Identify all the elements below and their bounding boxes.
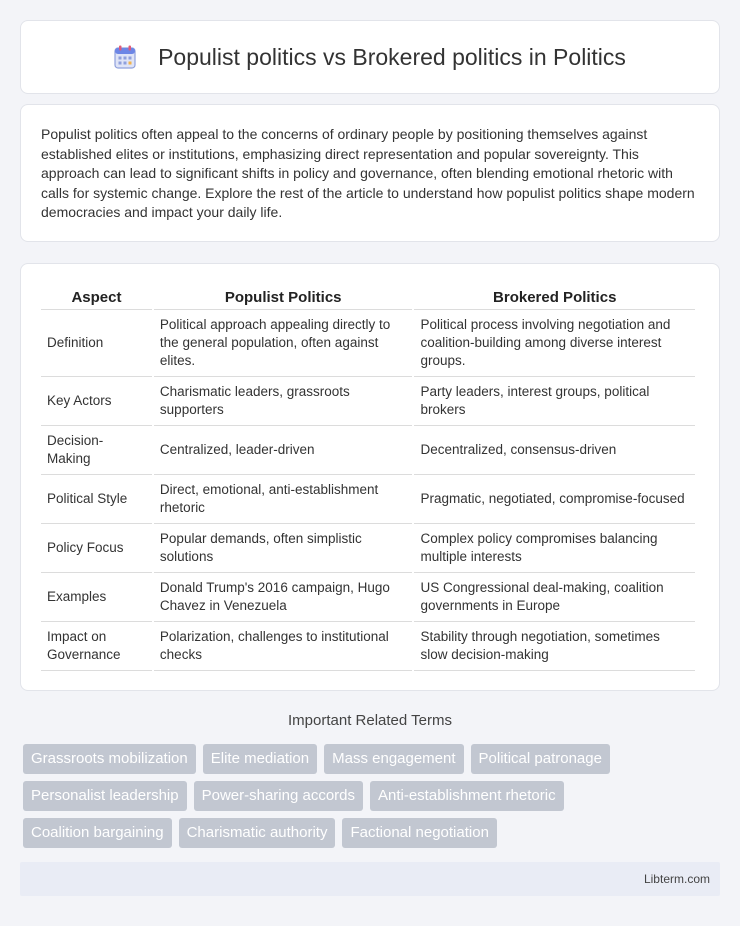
tag-personalist-leadership[interactable]: Personalist leadership [23,781,187,811]
header-populist: Populist Politics [154,284,413,310]
table-header-row [41,284,695,310]
tag-row [23,744,723,774]
tag-factional-negotiation[interactable]: Factional negotiation [342,818,496,848]
cell-aspect: Definition [41,310,152,377]
cell-brokered: Party leaders, interest groups, political brokers [414,377,695,426]
cell-brokered: Pragmatic, negotiated, compromise-focused [414,475,695,524]
cell-populist: Centralized, leader-driven [154,426,413,475]
footer [20,862,720,896]
tag-grassroots-mobilization[interactable]: Grassroots mobilization [23,744,196,774]
related-terms-title: Important Related Terms [288,712,452,729]
tag-row [23,781,723,811]
table-row [41,426,695,475]
cell-populist: Charismatic leaders, grassroots supporters [154,377,413,426]
cell-brokered: US Congressional deal-making, coalition governments in Europe [414,573,695,622]
cell-aspect: Examples [41,573,152,622]
footer-site-link[interactable]: Libterm.com [643,872,710,886]
cell-brokered: Complex policy compromises balancing multiple interests [414,524,695,573]
table-row [41,475,695,524]
page-title: Populist politics vs Brokered politics in Politics [158,43,626,70]
cell-populist: Popular demands, often simplistic solutions [154,524,413,573]
intro-text: Populist politics often appeal to the concerns of ordinary people by positioning themselves against established elites or institutions, emphasizing direct representation and popular sovereignty. This approach can lead to significant shifts in policy and governance, often blending emotional rhetoric with calls for systemic change. Explore the rest of the article to understand how populist politics shape modern democracies and impact your daily life. [41,126,695,220]
table-row [41,524,695,573]
title-card [20,20,720,94]
cell-aspect: Key Actors [41,377,152,426]
tag-elite-mediation[interactable]: Elite mediation [203,744,317,774]
comparison-table-card [20,263,720,691]
cell-aspect: Policy Focus [41,524,152,573]
tag-mass-engagement[interactable]: Mass engagement [324,744,463,774]
cell-populist: Polarization, challenges to institutional checks [154,622,413,671]
cell-aspect: Decision-Making [41,426,152,475]
tag-power-sharing-accords[interactable]: Power-sharing accords [194,781,363,811]
related-terms [23,744,723,855]
header-brokered: Brokered Politics [414,284,695,310]
tag-political-patronage[interactable]: Political patronage [471,744,610,774]
table-row [41,377,695,426]
table-row [41,310,695,377]
cell-brokered: Decentralized, consensus-driven [414,426,695,475]
cell-populist: Political approach appealing directly to the general population, often against elites. [154,310,413,377]
intro-card [20,104,720,242]
tag-row [23,818,723,848]
calendar-icon [114,45,136,69]
cell-brokered: Stability through negotiation, sometimes slow decision-making [414,622,695,671]
cell-populist: Direct, emotional, anti-establishment rhetoric [154,475,413,524]
cell-aspect: Impact on Governance [41,622,152,671]
comparison-table [39,284,697,671]
tag-charismatic-authority[interactable]: Charismatic authority [179,818,336,848]
table-row [41,622,695,671]
tag-coalition-bargaining[interactable]: Coalition bargaining [23,818,172,848]
table-row [41,573,695,622]
cell-brokered: Political process involving negotiation and coalition-building among diverse interest groups. [414,310,695,377]
header-aspect: Aspect [41,284,152,310]
cell-populist: Donald Trump's 2016 campaign, Hugo Chavez in Venezuela [154,573,413,622]
tag-anti-establishment-rhetoric[interactable]: Anti-establishment rhetoric [370,781,564,811]
cell-aspect: Political Style [41,475,152,524]
